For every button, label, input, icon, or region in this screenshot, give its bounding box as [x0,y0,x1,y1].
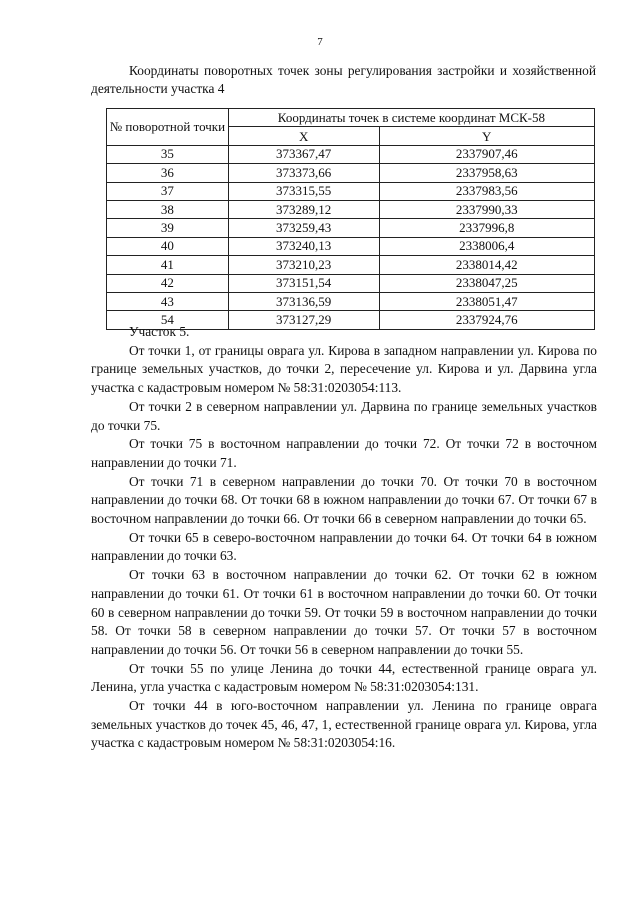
table-row [107,164,595,182]
cell-point-number: 54 [107,311,229,329]
paragraph: От точки 55 по улице Ленина до точки 44, естественной границе оврага ул. Ленина, угла участка с кадастровым номером № 58:31:0203054:131. [91,660,597,695]
cell-point-number: 36 [107,164,229,182]
cell-point-number: 38 [107,200,229,218]
cell-x: 373373,66 [228,164,379,182]
section-heading: Участок 5. [129,324,190,339]
header-point-number: № поворотной точки [107,109,229,146]
cell-x: 373367,47 [228,145,379,163]
cell-x: 373127,29 [228,311,379,329]
cell-point-number: 37 [107,182,229,200]
cell-y: 2337990,33 [379,200,595,218]
header-x: X [228,127,379,145]
cell-point-number: 43 [107,292,229,310]
page-number: 7 [317,36,323,48]
table-row [107,219,595,237]
cell-x: 373210,23 [228,256,379,274]
header-y: Y [379,127,595,145]
cell-x: 373136,59 [228,292,379,310]
cell-y: 2337996,8 [379,219,595,237]
paragraph: От точки 71 в северном направлении до точки 70. От точки 70 в восточном направлении до точки 68. От точки 68 в южном направлении до точки 67. От точки 67 в восточном направлении до точки 66. От точки 66 в северном направлении до точки 65. [91,473,597,527]
paragraph: От точки 65 в северо-восточном направлении до точки 64. От точки 64 в южном направлении до точки 63. [91,529,597,564]
cell-y: 2338006,4 [379,237,595,255]
cell-point-number: 39 [107,219,229,237]
table-row [107,292,595,310]
cell-x: 373315,55 [228,182,379,200]
cell-y: 2338014,42 [379,256,595,274]
header-coordinates: Координаты точек в системе координат МСК-58 [228,109,594,127]
cell-y: 2337924,76 [379,311,595,329]
cell-y: 2337958,63 [379,164,595,182]
paragraph: От точки 2 в северном направлении ул. Дарвина по границе земельных участков до точки 75. [91,398,597,433]
paragraph: От точки 63 в восточном направлении до точки 62. От точки 62 в южном направлении до точки 61. От точки 61 в восточном направлении до точки 60. От точки 60 в северном направлении до точки 59. От точки 59 в восточном направлении до точки 58. От точки 58 в северном направлении до точки 57. От точки 57 в восточном направлении до точки 56. От точки 56 в северном направлении до точки 55. [91,567,597,657]
description-text [91,323,597,753]
table-row [107,145,595,163]
cell-point-number: 35 [107,145,229,163]
paragraph: От точки 75 в восточном направлении до точки 72. От точки 72 в восточном направлении до точки 71. [91,436,597,470]
cell-x: 373240,13 [228,237,379,255]
cell-point-number: 42 [107,274,229,292]
cell-x: 373259,43 [228,219,379,237]
cell-x: 373151,54 [228,274,379,292]
paragraph: От точки 1, от границы оврага ул. Кирова в западном направлении ул. Кирова по границе земельных участков, до точки 2, пересечение ул. Кирова и ул. Дарвина угла участка с кадастровым номером № 58:31:0203054:113. [91,342,597,396]
cell-y: 2337983,56 [379,182,595,200]
table-body [107,145,595,329]
cell-y: 2337907,46 [379,145,595,163]
coordinates-table [106,108,595,330]
table-row [107,237,595,255]
paragraph: От точки 44 в юго-восточном направлении ул. Ленина по границе оврага земельных участков до точек 45, 46, 47, 1, естественной границе оврага ул. Кирова, угла участка с кадастровым номером № 58:31:0203054:16. [91,698,597,751]
cell-point-number: 40 [107,237,229,255]
cell-y: 2338047,25 [379,274,595,292]
cell-y: 2338051,47 [379,292,595,310]
table-row [107,256,595,274]
cell-x: 373289,12 [228,200,379,218]
cell-point-number: 41 [107,256,229,274]
table-row [107,274,595,292]
table-row [107,182,595,200]
table-row [107,200,595,218]
table-caption: Координаты поворотных точек зоны регулирования застройки и хозяйственной деятельности участка 4 [91,63,596,96]
